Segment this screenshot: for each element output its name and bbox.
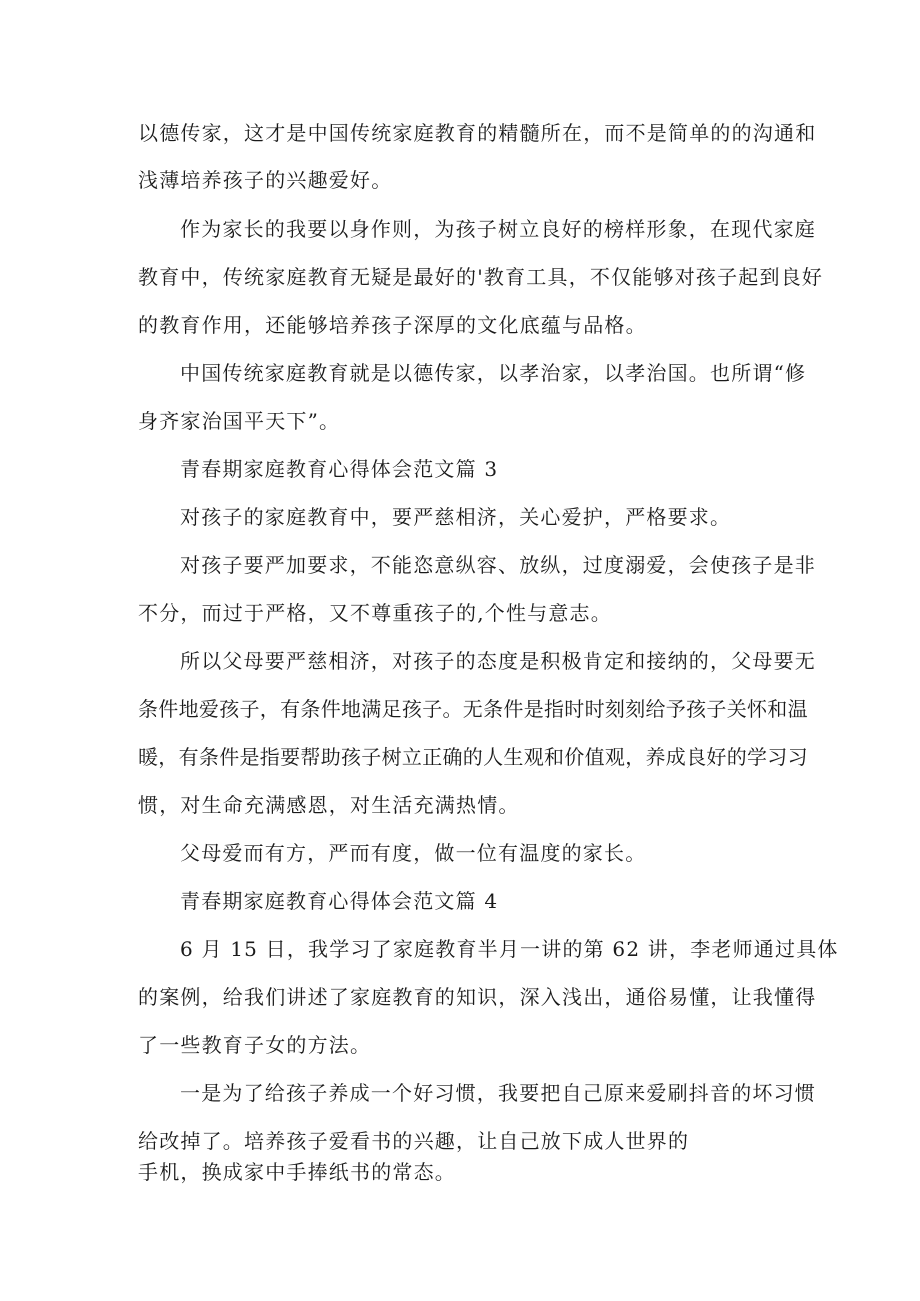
text-line: 身齐家治国平天下”。 <box>138 409 341 433</box>
text-line: 浅薄培养孩子的兴趣爱好。 <box>138 168 393 192</box>
text-line: 暖，有条件是指要帮助孩子树立正确的人生观和价值观，养成良好的学习习 <box>138 745 808 769</box>
text-line: 条件地爱孩子，有条件地满足孩子。无条件是指时时刻刻给予孩子关怀和温 <box>138 697 808 721</box>
text-line: 的案例，给我们讲述了家庭教育的知识，深入浅出，通俗易懂，让我懂得 <box>138 985 817 1009</box>
text-line: 手机，换成家中手捧纸书的常态。 <box>138 1160 456 1184</box>
text-line: 教育中，传统家庭教育无疑是最好的'教育工具，不仅能够对孩子起到良好 <box>138 265 824 289</box>
paragraph-start: 6 月 15 日，我学习了家庭教育半月一讲的第 62 讲，李老师通过具体 <box>180 937 839 961</box>
text-line: 以德传家，这才是中国传统家庭教育的精髓所在，而不是简单的的沟通和 <box>138 121 817 145</box>
paragraph-start: 对孩子要严加要求，不能恣意纵容、放纵，过度溺爱，会使孩子是非 <box>180 553 816 577</box>
section-heading: 青春期家庭教育心得体会范文篇 4 <box>180 889 499 913</box>
text-line: 给改掉了。培养孩子爱看书的兴趣，让自己放下成人世界的 <box>138 1129 690 1153</box>
paragraph-start: 父母爱而有方，严而有度，做一位有温度的家长。 <box>180 841 647 865</box>
text-line: 不分，而过于严格，又不尊重孩子的,个性与意志。 <box>138 601 612 625</box>
paragraph-start: 中国传统家庭教育就是以德传家，以孝治家，以孝治国。也所谓“修 <box>180 361 807 385</box>
paragraph-start: 对孩子的家庭教育中，要严慈相济，关心爱护，严格要求。 <box>180 505 732 529</box>
text-line: 的教育作用，还能够培养孩子深厚的文化底蕴与品格。 <box>138 313 647 337</box>
text-line: 了一些教育子女的方法。 <box>138 1033 372 1057</box>
paragraph-start: 一是为了给孩子养成一个好习惯，我要把自己原来爱刷抖音的坏习惯 <box>180 1081 816 1105</box>
text-line: 惯，对生命充满感恩，对生活充满热情。 <box>138 793 520 817</box>
section-heading: 青春期家庭教育心得体会范文篇 3 <box>180 457 499 481</box>
paragraph-start: 所以父母要严慈相济，对孩子的态度是积极肯定和接纳的，父母要无 <box>180 649 816 673</box>
paragraph-start: 作为家长的我要以身作则，为孩子树立良好的榜样形象，在现代家庭 <box>180 217 816 241</box>
